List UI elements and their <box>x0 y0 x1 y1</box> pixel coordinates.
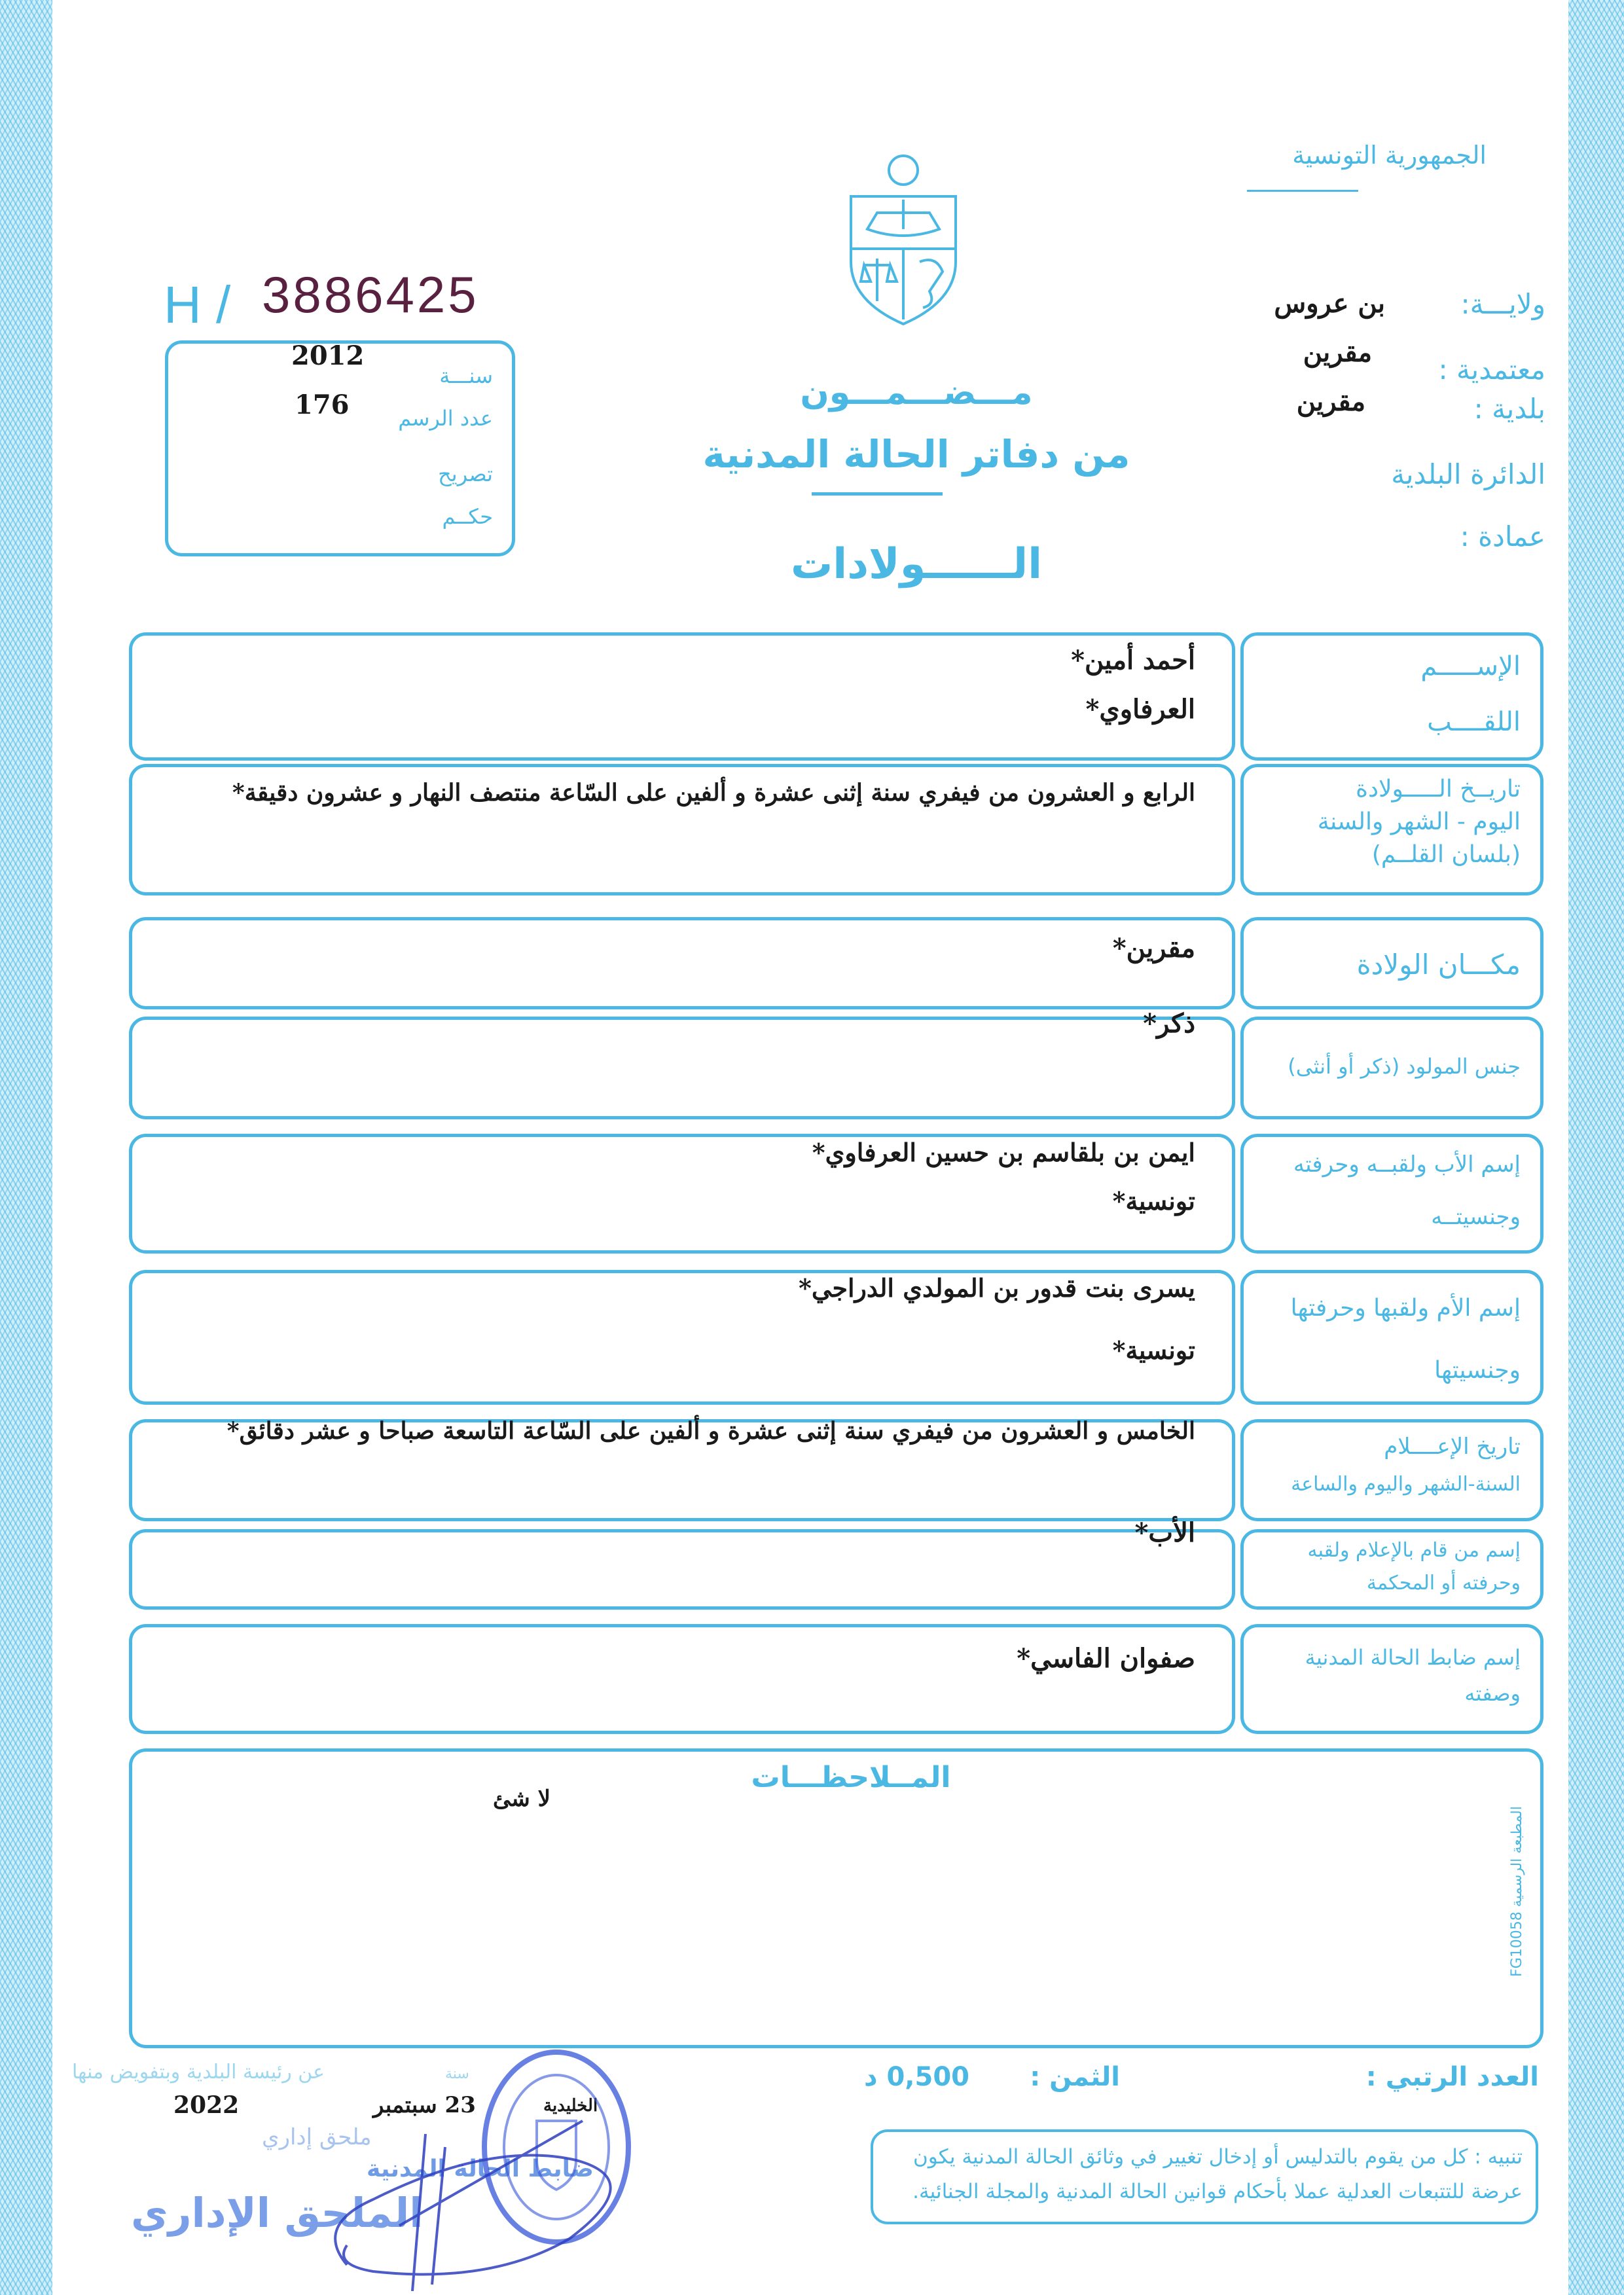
label-declarant: إسم من قام بالإعلام ولقبه <box>1307 1539 1521 1562</box>
sex-label-box <box>1240 1017 1543 1119</box>
security-border-right <box>1568 0 1624 2295</box>
record-number-label: عدد الرسم <box>398 406 493 431</box>
serial-rank-label: العدد الرتبي : <box>1365 2062 1539 2092</box>
label-sex: جنس المولود (ذكر أو أنثى) <box>1288 1054 1521 1079</box>
label-first-name: الإســـــم <box>1420 651 1521 681</box>
judgment-label: حكــم <box>442 504 493 529</box>
declaration-date-value: الخامس و العشرون من فيفري سنة إثنى عشرة و ألفين على السّاعة التاسعة صباحا و عشر دقائق* <box>226 1417 1195 1445</box>
registrar-label-box <box>1240 1624 1543 1734</box>
label-registrar-sub: وصفته <box>1464 1681 1521 1706</box>
republic-heading: الجمهورية التونسية <box>1292 141 1487 170</box>
father-nationality-value: تونسية* <box>1112 1186 1195 1216</box>
serial-prefix: H / <box>164 276 231 334</box>
label-declaration-date: تاريخ الإعــــلام <box>1384 1434 1521 1460</box>
signature-place: الخليدية <box>543 2096 598 2116</box>
birth-date-value: الرابع و العشرون من فيفري سنة إثنى عشرة و ألفين على السّاعة منتصف النهار و عشرون دقيقة* <box>232 779 1195 806</box>
sex-value-box <box>129 1017 1235 1119</box>
notice-box <box>871 2129 1538 2224</box>
section-title-births: الــــــولادات <box>790 540 1043 588</box>
label-declaration-date-sub: السنة-الشهر واليوم والساعة <box>1291 1473 1521 1496</box>
register-year-label: سنـــة <box>439 363 493 388</box>
remarks-title: المــلاحظـــات <box>751 1761 951 1794</box>
printer-mark: المطبعة الرسمية FG10058 <box>1509 1806 1525 1977</box>
label-birth-place: مكـــان الولادة <box>1356 949 1521 981</box>
signature-day-month: 23 سبتمبر <box>373 2092 476 2118</box>
signature-icon <box>295 2095 753 2295</box>
surname-value: العرفاوي* <box>1085 694 1195 725</box>
birth-date-label-box <box>1240 764 1543 895</box>
register-year-value: 2012 <box>291 340 365 371</box>
label-mother: إسم الأم ولقبها وحرفتها <box>1290 1295 1521 1322</box>
municipality-label: بلدية : <box>1473 393 1545 425</box>
district-label: الدائرة البلدية <box>1391 458 1545 490</box>
wilaya-label: ولايـــة: <box>1460 288 1545 320</box>
label-birth-date: تاريــخ الـــــولادة <box>1356 776 1521 803</box>
birth-place-value-box <box>129 917 1235 1009</box>
delegation-label: معتمدية : <box>1438 353 1545 386</box>
signature-year: 2022 <box>173 2091 240 2119</box>
stamp-line-1: عن رئيسة البلدية وبتفويض منها <box>72 2061 325 2084</box>
father-name-value: ايمن بن بلقاسم بن حسين العرفاوي* <box>812 1138 1195 1167</box>
label-mother-nationality: وجنسيتها <box>1434 1357 1521 1384</box>
label-father-nationality: وجنسيتــه <box>1431 1204 1521 1230</box>
imada-label: عمادة : <box>1460 520 1545 552</box>
record-number-value: 176 <box>295 389 350 420</box>
label-father: إسم الأب ولقبــه وحرفته <box>1293 1151 1521 1178</box>
birth-place-label-box <box>1240 917 1543 1009</box>
municipality-value: مقرين <box>1296 386 1365 417</box>
name-label-box <box>1240 632 1543 761</box>
mother-name-value: يسرى بنت قدور بن المولدي الدراجي* <box>798 1273 1195 1303</box>
document-title: مـــضـــمـــون <box>800 373 1033 412</box>
registrar-value: صفوان الفاسي* <box>1017 1643 1195 1674</box>
label-birth-date-sub: اليوم - الشهر والسنة <box>1317 808 1521 835</box>
label-declarant-sub: وحرفته أو المحكمة <box>1366 1572 1521 1595</box>
declaration-date-label-box <box>1240 1419 1543 1521</box>
declarant-value-box <box>129 1529 1235 1610</box>
first-name-value: أحمد أمين* <box>1071 645 1195 676</box>
fraud-notice: تنبيه : كل من يقوم بالتدليس أو إدخال تغيير في وثائق الحالة المدنية يكون عرضة للتتبعات العدلية عملا بأحكام قوانين الحالة المدنية والمجلة الجنائية. <box>912 2145 1523 2203</box>
label-registrar: إسم ضابط الحالة المدنية <box>1305 1645 1521 1670</box>
stamp-line-4: الملحق الإداري <box>131 2189 424 2237</box>
delegation-value: مقرين <box>1303 337 1372 368</box>
price-label: الثمن : <box>1030 2062 1120 2092</box>
document-subtitle: من دفاتر الحالة المدنية <box>702 432 1130 477</box>
declarant-value: الأب* <box>1134 1517 1195 1548</box>
name-value-box <box>129 632 1235 761</box>
year-label: سنة <box>445 2066 469 2082</box>
subtitle-underline <box>812 492 943 496</box>
declarant-label-box <box>1240 1529 1543 1610</box>
stamp-line-3: ضابط الحالة المدنية <box>367 2156 594 2182</box>
remarks-value: لا شئ <box>492 1786 550 1812</box>
republic-divider <box>1247 190 1358 192</box>
birth-place-value: مقرين* <box>1112 933 1195 964</box>
mother-label-box <box>1240 1270 1543 1405</box>
tunisia-coat-of-arms-icon <box>838 151 969 327</box>
serial-number: 3886425 <box>262 266 479 323</box>
mother-nationality-value: تونسية* <box>1112 1335 1195 1365</box>
price-value: 0,500 د <box>864 2062 969 2092</box>
father-label-box <box>1240 1134 1543 1254</box>
label-surname: اللقــــب <box>1427 707 1521 737</box>
label-birth-date-words: (بلسان القلــم) <box>1371 841 1521 868</box>
security-border-left <box>0 0 52 2295</box>
wilaya-value: بن عروس <box>1274 288 1385 319</box>
sex-value: ذكر* <box>1143 1008 1195 1039</box>
declaration-label: تصريح <box>438 461 493 486</box>
registrar-value-box <box>129 1624 1235 1734</box>
stamp-line-2: ملحق إداري <box>262 2124 372 2150</box>
